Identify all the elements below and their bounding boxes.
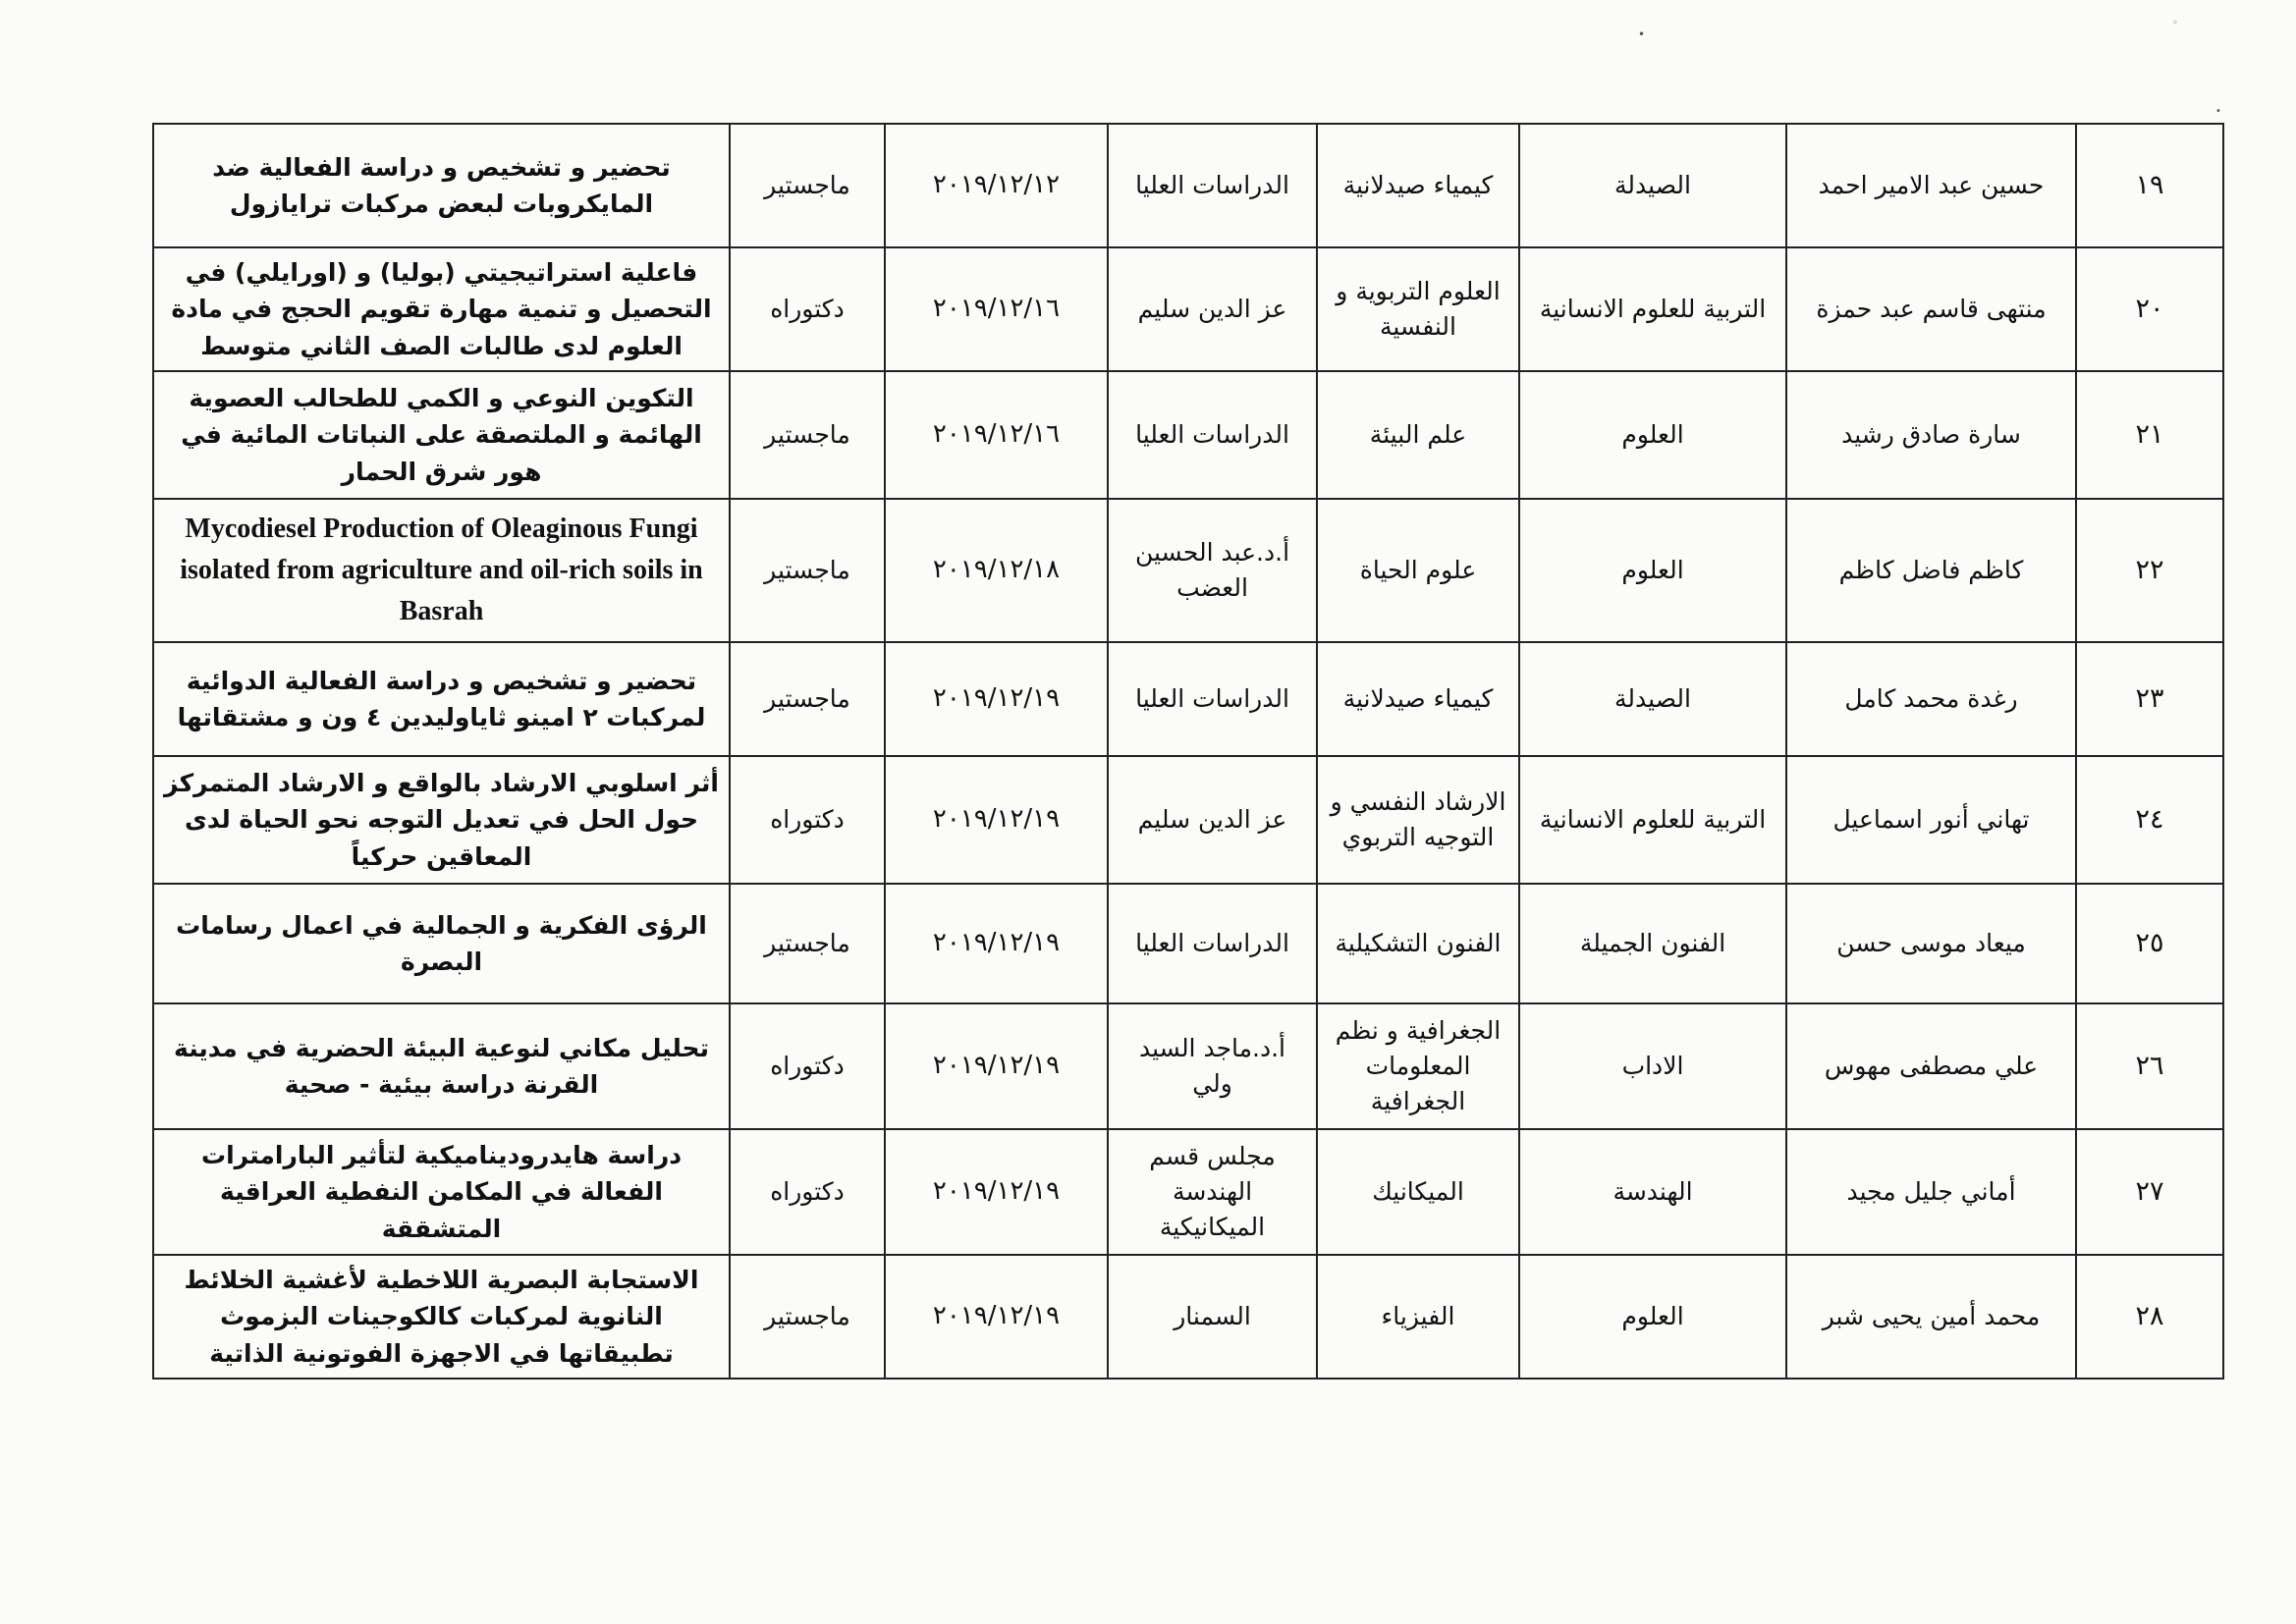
- college-name: الصيدلة: [1519, 642, 1786, 756]
- defense-hall: عز الدين سليم: [1108, 247, 1317, 371]
- student-name: تهاني أنور اسماعيل: [1786, 756, 2076, 884]
- table-row: [153, 756, 2223, 884]
- defense-schedule-table: [152, 123, 2224, 1380]
- defense-date: ٢٠١٩/١٢/١٦: [885, 247, 1108, 371]
- defense-date: ٢٠١٩/١٢/١٦: [885, 371, 1108, 499]
- thesis-title: تحضير و تشخيص و دراسة الفعالية الدوائية لمركبات ٢ امينو ثاياوليدين ٤ ون و مشتقاتها: [153, 642, 730, 756]
- college-name: الصيدلة: [1519, 124, 1786, 247]
- table-row: [153, 499, 2223, 642]
- degree-type: ماجستير: [730, 642, 885, 756]
- department-name: الارشاد النفسي و التوجيه التربوي: [1317, 756, 1519, 884]
- defense-hall: مجلس قسم الهندسة الميكانيكية: [1108, 1129, 1317, 1255]
- defense-hall: الدراسات العليا: [1108, 642, 1317, 756]
- defense-date: ٢٠١٩/١٢/١٩: [885, 1003, 1108, 1129]
- defense-date: ٢٠١٩/١٢/١٢: [885, 124, 1108, 247]
- department-name: كيمياء صيدلانية: [1317, 642, 1519, 756]
- row-number: ١٩: [2076, 124, 2223, 247]
- row-number: ٢٢: [2076, 499, 2223, 642]
- row-number: ٢٣: [2076, 642, 2223, 756]
- table-body: [153, 124, 2223, 1379]
- table-row: [153, 642, 2223, 756]
- degree-type: ماجستير: [730, 1255, 885, 1379]
- table-row: [153, 247, 2223, 371]
- scan-speck: •: [2215, 106, 2221, 117]
- student-name: منتهى قاسم عبد حمزة: [1786, 247, 2076, 371]
- row-number: ٢٧: [2076, 1129, 2223, 1255]
- degree-type: ماجستير: [730, 124, 885, 247]
- thesis-title: الرؤى الفكرية و الجمالية في اعمال رسامات البصرة: [153, 884, 730, 1003]
- degree-type: ماجستير: [730, 884, 885, 1003]
- department-name: العلوم التربوية و النفسية: [1317, 247, 1519, 371]
- thesis-title: أثر اسلوبي الارشاد بالواقع و الارشاد المتمركز حول الحل في تعديل التوجه نحو الحياة لدى المعاقين حركياً: [153, 756, 730, 884]
- row-number: ٢٠: [2076, 247, 2223, 371]
- degree-type: دكتوراه: [730, 756, 885, 884]
- student-name: أماني جليل مجيد: [1786, 1129, 2076, 1255]
- department-name: علوم الحياة: [1317, 499, 1519, 642]
- defense-date: ٢٠١٩/١٢/١٩: [885, 884, 1108, 1003]
- department-name: الفنون التشكيلية: [1317, 884, 1519, 1003]
- college-name: الهندسة: [1519, 1129, 1786, 1255]
- defense-date: ٢٠١٩/١٢/١٩: [885, 756, 1108, 884]
- table-row: [153, 1003, 2223, 1129]
- college-name: العلوم: [1519, 499, 1786, 642]
- thesis-title: التكوين النوعي و الكمي للطحالب العصوية الهائمة و الملتصقة على النباتات المائية في هور شرق الحمار: [153, 371, 730, 499]
- degree-type: دكتوراه: [730, 1003, 885, 1129]
- student-name: حسين عبد الامير احمد: [1786, 124, 2076, 247]
- defense-date: ٢٠١٩/١٢/١٩: [885, 1129, 1108, 1255]
- defense-hall: أ.د.عبد الحسين العضب: [1108, 499, 1317, 642]
- defense-hall: عز الدين سليم: [1108, 756, 1317, 884]
- degree-type: دكتوراه: [730, 247, 885, 371]
- table-row: [153, 124, 2223, 247]
- thesis-title: تحضير و تشخيص و دراسة الفعالية ضد المايكروبات لبعض مركبات ترايازول: [153, 124, 730, 247]
- department-name: علم البيئة: [1317, 371, 1519, 499]
- degree-type: ماجستير: [730, 371, 885, 499]
- degree-type: ماجستير: [730, 499, 885, 642]
- scan-speck: •: [1638, 27, 1646, 41]
- table-row: [153, 371, 2223, 499]
- college-name: العلوم: [1519, 1255, 1786, 1379]
- row-number: ٢٨: [2076, 1255, 2223, 1379]
- college-name: التربية للعلوم الانسانية: [1519, 756, 1786, 884]
- student-name: محمد أمين يحيى شبر: [1786, 1255, 2076, 1379]
- defense-hall: الدراسات العليا: [1108, 884, 1317, 1003]
- defense-hall: السمنار: [1108, 1255, 1317, 1379]
- student-name: ميعاد موسى حسن: [1786, 884, 2076, 1003]
- department-name: الجغرافية و نظم المعلومات الجغرافية: [1317, 1003, 1519, 1129]
- department-name: الميكانيك: [1317, 1129, 1519, 1255]
- defense-hall: الدراسات العليا: [1108, 124, 1317, 247]
- thesis-title: الاستجابة البصرية اللاخطية لأغشية الخلائط النانوية لمركبات كالكوجينات البزموث تطبيقاتها في الاجهزة الفوتونية الذاتية: [153, 1255, 730, 1379]
- defense-hall: أ.د.ماجد السيد ولي: [1108, 1003, 1317, 1129]
- student-name: رغدة محمد كامل: [1786, 642, 2076, 756]
- student-name: كاظم فاضل كاظم: [1786, 499, 2076, 642]
- defense-date: ٢٠١٩/١٢/١٩: [885, 642, 1108, 756]
- row-number: ٢١: [2076, 371, 2223, 499]
- row-number: ٢٥: [2076, 884, 2223, 1003]
- department-name: كيمياء صيدلانية: [1317, 124, 1519, 247]
- thesis-title: دراسة هايدروديناميكية لتأثير البارامترات الفعالة في المكامن النفطية العراقية المتشققة: [153, 1129, 730, 1255]
- defense-hall: الدراسات العليا: [1108, 371, 1317, 499]
- college-name: التربية للعلوم الانسانية: [1519, 247, 1786, 371]
- thesis-title: تحليل مكاني لنوعية البيئة الحضرية في مدينة القرنة دراسة بيئية - صحية: [153, 1003, 730, 1129]
- thesis-title: فاعلية استراتيجيتي (بوليا) و (اورايلي) في التحصيل و تنمية مهارة تقويم الحجج في مادة العلوم لدى طالبات الصف الثاني متوسط: [153, 247, 730, 371]
- row-number: ٢٦: [2076, 1003, 2223, 1129]
- row-number: ٢٤: [2076, 756, 2223, 884]
- table-row: [153, 1255, 2223, 1379]
- college-name: الفنون الجميلة: [1519, 884, 1786, 1003]
- scan-speck: ◦: [2172, 18, 2178, 28]
- thesis-title: Mycodiesel Production of Oleaginous Fungi isolated from agriculture and oil-rich soils in Basrah: [153, 499, 730, 642]
- table-row: [153, 884, 2223, 1003]
- student-name: علي مصطفى مهوس: [1786, 1003, 2076, 1129]
- defense-date: ٢٠١٩/١٢/١٨: [885, 499, 1108, 642]
- degree-type: دكتوراه: [730, 1129, 885, 1255]
- department-name: الفيزياء: [1317, 1255, 1519, 1379]
- college-name: الاداب: [1519, 1003, 1786, 1129]
- table-row: [153, 1129, 2223, 1255]
- defense-date: ٢٠١٩/١٢/١٩: [885, 1255, 1108, 1379]
- college-name: العلوم: [1519, 371, 1786, 499]
- student-name: سارة صادق رشيد: [1786, 371, 2076, 499]
